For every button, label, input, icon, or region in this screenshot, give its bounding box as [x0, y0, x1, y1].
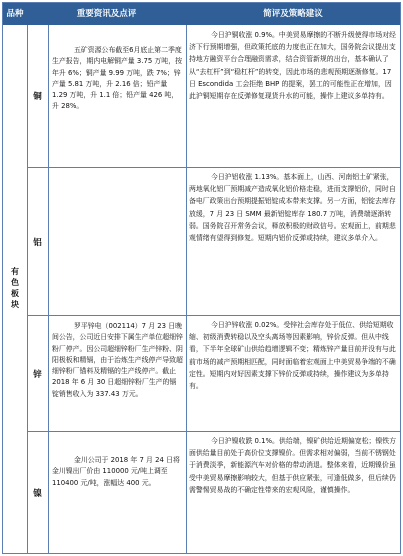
research-table	[2, 2, 401, 554]
view-copper: 今日沪铜收涨 0.9%。中美贸易摩擦的不断升级使得市场对经济下行预期增强，但政策托底的力度也正在加大，国务院会议提出支持地方融资平台合理融资需求，结合资管新规的出台，基本确认了从“去杠杆”到“稳杠杆”的转变，因此市场的悲观预期逐渐修复。17 日 Escondida 工会拒绝 BHP 的提案，罢工的可能性正在增加，因此沪铜短期存在反弹修复现货升水的可能，操作上建议多单持有。	[189, 31, 397, 101]
header-view: 简评及策略建议	[263, 9, 323, 19]
row-divider	[27, 315, 400, 316]
header-category: 品种	[6, 9, 24, 19]
metal-aluminum: 铝	[33, 237, 42, 248]
news-aluminum	[52, 175, 183, 305]
category-cell	[3, 25, 27, 553]
news-zinc: 罗平锌电（002114）7 月 23 日晚间公告，公司近日安排下属生产单位超细锌粉厂停产。因公司超细锌粉厂生产锌粉、阴阳极板和精镉，由于治炼生产线停产导致超细锌粉厂锚料及精镉的生产线停产。截止 2018 年 6 月 30 日超细锌粉厂生产的镉锭销售收入为 337.43 万元。	[52, 322, 183, 398]
news-copper: 五矿资源公布截至6月底止第二季度生产报告，期内电解铜产量 3.75 万吨，按年升 6%；铜产量 9.99 万吨，跌 7%；锌产量 5.81 万吨，升 2.16 倍；铅产量 1.29 万吨，升 1.1 倍；铅产量 426 吨，升 28%。	[52, 46, 182, 111]
metal-nickel: 镍	[33, 488, 42, 499]
row-divider	[27, 431, 400, 432]
table-header	[3, 3, 400, 25]
category-label: 有色板块	[10, 267, 20, 311]
header-news: 重要资讯及点评	[76, 9, 137, 19]
view-nickel: 今日沪镍收跌 0.1%。供给端，镍矿供给近期偏宽松；镍铁方面供给量目前处于高价位支撑镍价。但需求相对偏弱，当前不锈钢处于消费淡季，新能源汽车对价格的带动消退。整体来看，近期镍价虽受中美贸易摩擦影响较大，但基于供应紧张，可逢低做多，但后续仍需警惕贸易战的不确定性带来的宏观风险，谨慎操作。	[189, 437, 397, 494]
divider	[186, 25, 187, 553]
row-divider	[27, 167, 400, 168]
view-aluminum: 今日沪铝收涨 1.13%。基本面上，山西、河南铝土矿紧张，两地氧化铝厂预期减产造成氧化铝价格走稳，进而支撑铝价，同时自备电厂政策出台预期提振铝锭成本带来支撑。另一方面，铝锭去库存放缓，7 月 23 日 SMM 最新铝锭库存 180.7 万吨，消费端逐渐转弱。国务院召开常务会议，释放积极的财政信号。宏观面上，前期悲观情绪有望得到修复。短期内铝价反弹或持续，建议多单介入。	[189, 173, 396, 243]
divider	[48, 25, 49, 553]
news-nickel: 金川公司于 2018 年 7 月 24 日将金川镍出厂价由 110000 元/吨上调至 110400 元/吨，涨幅达 400 元。	[52, 456, 180, 487]
view-zinc: 今日沪锌收涨 0.02%。受锌社会库存处于低位、供给短期收缩、初级消费转稳以及空头离场等因素影响，锌价反弹。但从中线看，下半年全球矿山供给趋增逻辑不变；精炼锌产量目前并没有与此前市场的减产预期相匹配，同时面临着宏观面上中美贸易争端的不确定性。短期内对好因素支撑下锌价反弹或持续，操作建议为多单持有。	[189, 321, 396, 391]
metal-copper: 铜	[33, 92, 42, 102]
metal-zinc: 锌	[33, 369, 42, 380]
